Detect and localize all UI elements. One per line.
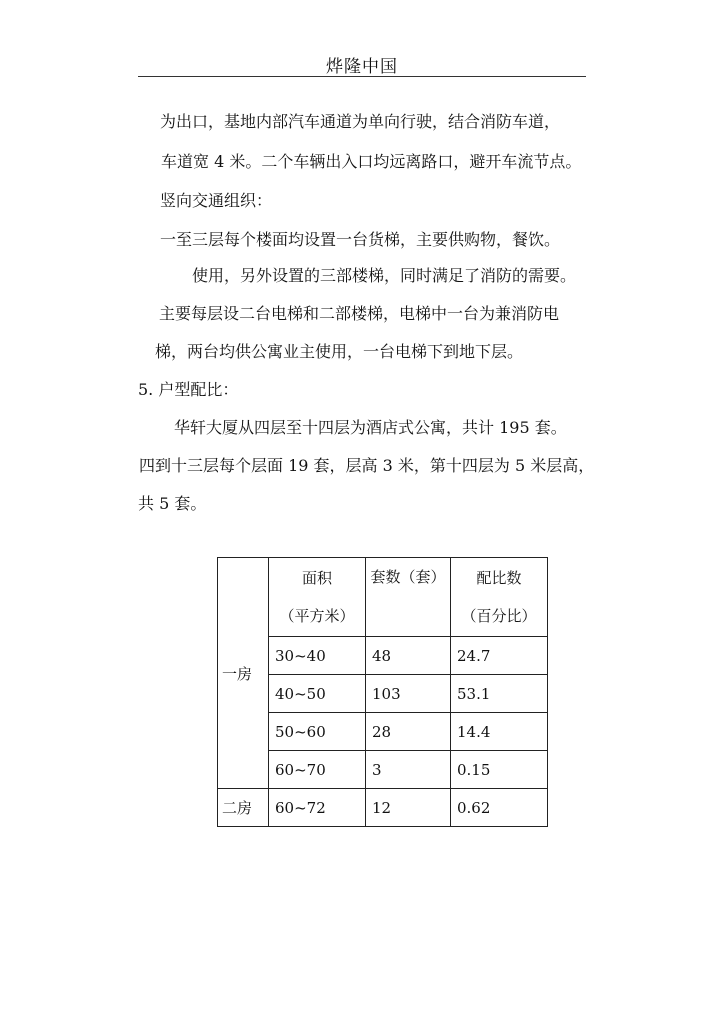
header-area-title: 面积 [301, 569, 332, 587]
header-ratio [451, 558, 548, 637]
body-line: 梯，两台均供公寓业主使用，一台电梯下到地下层。 [155, 342, 524, 361]
header-area-unit: （平方米） [279, 607, 355, 625]
cell-ratio: 0.62 [451, 789, 548, 827]
body-line: 竖向交通组织： [160, 191, 273, 210]
cell-area: 50~60 [269, 713, 366, 751]
cell-area: 40~50 [269, 675, 366, 713]
cell-count: 48 [366, 637, 451, 675]
body-line: 主要每层设二台电梯和二部楼梯，电梯中一台为兼消防电 [159, 304, 560, 323]
header-area [269, 558, 366, 637]
table-header-row [218, 558, 548, 637]
body-line: 四到十三层每个层面 19 套，层高 3 米，第十四层为 5 米层高， [139, 456, 595, 475]
header-ratio-title: 配比数 [476, 569, 522, 587]
unit-ratio-table [217, 557, 548, 827]
body-line: 共 5 套。 [138, 494, 207, 513]
cell-ratio: 14.4 [451, 713, 548, 751]
cell-area: 30~40 [269, 637, 366, 675]
body-line: 华轩大厦从四层至十四层为酒店式公寓，共计 195 套。 [174, 418, 567, 437]
room-type-cell: 二房 [218, 789, 269, 827]
header-ratio-unit: （百分比） [461, 607, 537, 625]
header-count [366, 558, 451, 637]
body-line: 车道宽 4 米。二个车辆出入口均远离路口，避开车流节点。 [161, 152, 582, 171]
cell-count: 28 [366, 713, 451, 751]
cell-ratio: 24.7 [451, 637, 548, 675]
room-type-cell: 一房 [218, 558, 269, 789]
body-line: 一至三层每个楼面均设置一台货梯，主要供购物，餐饮。 [160, 230, 561, 249]
header-divider [138, 76, 586, 77]
table-row [218, 789, 548, 827]
page-header-title: 烨隆中国 [326, 57, 398, 77]
cell-ratio: 53.1 [451, 675, 548, 713]
cell-area: 60~72 [269, 789, 366, 827]
section-heading: 5. 户型配比： [138, 380, 239, 399]
body-line: 使用，另外设置的三部楼梯，同时满足了消防的需要。 [192, 266, 577, 285]
cell-count: 3 [366, 751, 451, 789]
body-line: 为出口，基地内部汽车通道为单向行驶，结合消防车道， [160, 112, 561, 131]
header-count-title: 套数（套） [370, 568, 446, 586]
cell-count: 12 [366, 789, 451, 827]
cell-ratio: 0.15 [451, 751, 548, 789]
cell-area: 60~70 [269, 751, 366, 789]
cell-count: 103 [366, 675, 451, 713]
